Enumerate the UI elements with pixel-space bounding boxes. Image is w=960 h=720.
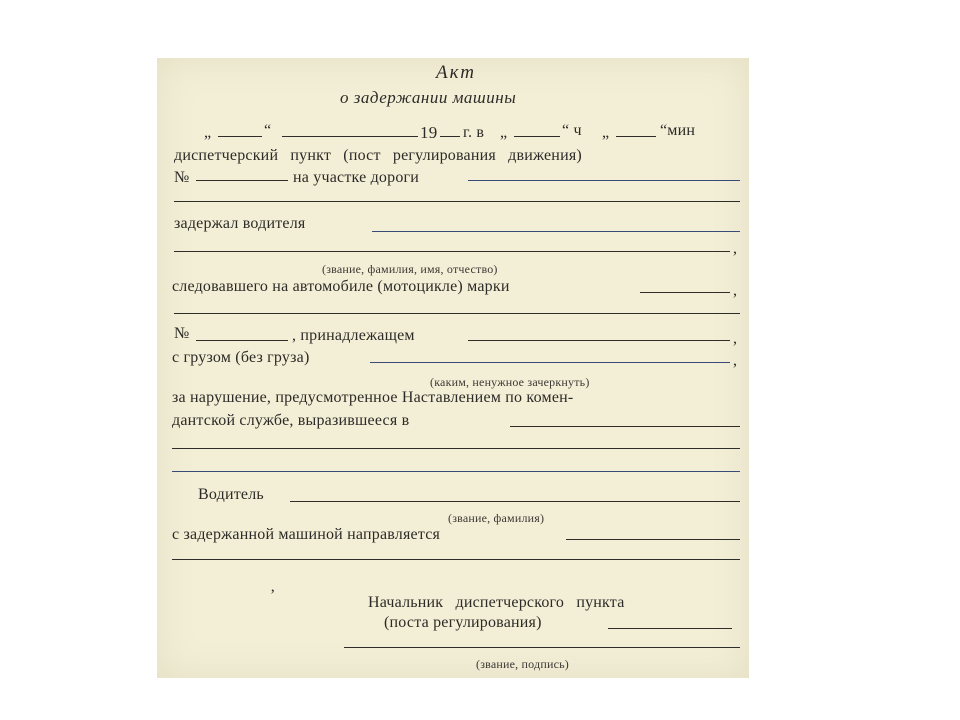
cargo-comma: ,: [733, 352, 738, 369]
directed-to-label: с задержанной машиной направляется: [172, 526, 441, 543]
cargo-caption: (каким, ненужное зачеркнуть): [430, 375, 590, 389]
cargo-blank[interactable]: [370, 362, 730, 363]
vehicle-number-blank[interactable]: [196, 340, 288, 341]
driver-label: Водитель: [198, 486, 264, 503]
vehicle-number-sign: №: [174, 325, 190, 342]
road-section-label: на участке дороги: [293, 169, 420, 186]
driver-signature-blank[interactable]: [290, 501, 740, 502]
belonging-comma: ,: [733, 330, 738, 347]
date-quote-open-2: „: [500, 124, 508, 141]
document-subtitle: о задержании машины: [340, 88, 517, 107]
driver-rank-caption: (звание, фамилия): [448, 511, 545, 525]
point-number-blank[interactable]: [196, 180, 288, 181]
point-number-sign: №: [174, 169, 190, 186]
detained-driver-blank[interactable]: [372, 231, 740, 232]
date-hours-label: “ ч: [562, 122, 582, 139]
date-year-prefix: 19: [420, 123, 438, 142]
violation-text-line-2: дантской службе, выразившееся в: [172, 412, 410, 429]
directed-to-blank[interactable]: [566, 539, 740, 540]
date-quote-close-1: “: [264, 122, 272, 139]
chief-title-line-1: Начальник диспетчерского пункта: [368, 594, 625, 611]
belonging-blank[interactable]: [468, 340, 730, 341]
vehicle-comma: ,: [733, 282, 738, 299]
belonging-label: , принадлежащем: [292, 327, 415, 344]
detained-driver-blank-2[interactable]: [174, 251, 730, 252]
chief-title-line-2: (поста регулирования): [384, 614, 542, 631]
violation-text-line-1: за нарушение, предусмотренное Наставлением по комен-: [172, 389, 574, 406]
dispatch-point-text: диспетчерский пункт (пост регулирования движения): [174, 147, 582, 164]
vehicle-make-blank[interactable]: [640, 292, 730, 293]
chief-blank[interactable]: [608, 628, 732, 629]
date-month-blank[interactable]: [282, 136, 418, 137]
date-minutes-blank[interactable]: [616, 136, 656, 137]
violation-blank-2[interactable]: [172, 448, 740, 449]
driver-caption: (звание, фамилия, имя, отчество): [322, 262, 498, 276]
road-section-blank-2[interactable]: [174, 201, 740, 202]
vehicle-make-blank-2[interactable]: [174, 313, 740, 314]
cargo-label: с грузом (без груза): [172, 349, 310, 366]
date-year-suffix: г. в: [463, 124, 485, 141]
date-quote-open-1: „: [204, 124, 212, 141]
stray-mark: ‚: [270, 578, 276, 595]
date-day-blank[interactable]: [218, 136, 262, 137]
road-section-blank[interactable]: [468, 180, 740, 181]
detained-driver-label: задержал водителя: [174, 215, 306, 232]
chief-caption: (звание, подпись): [476, 657, 569, 671]
chief-signature-blank[interactable]: [344, 647, 740, 648]
date-minutes-label: “мин: [660, 122, 696, 139]
date-year-blank[interactable]: [440, 136, 460, 137]
violation-blank[interactable]: [510, 426, 740, 427]
date-quote-open-3: „: [602, 124, 610, 141]
vehicle-make-label: следовавшего на автомобиле (мотоцикле) марки: [172, 278, 510, 295]
violation-blank-3[interactable]: [172, 471, 740, 472]
directed-to-blank-2[interactable]: [172, 559, 740, 560]
driver-comma: ,: [733, 240, 738, 257]
document-title: Акт: [436, 62, 476, 83]
date-hours-blank[interactable]: [514, 136, 560, 137]
